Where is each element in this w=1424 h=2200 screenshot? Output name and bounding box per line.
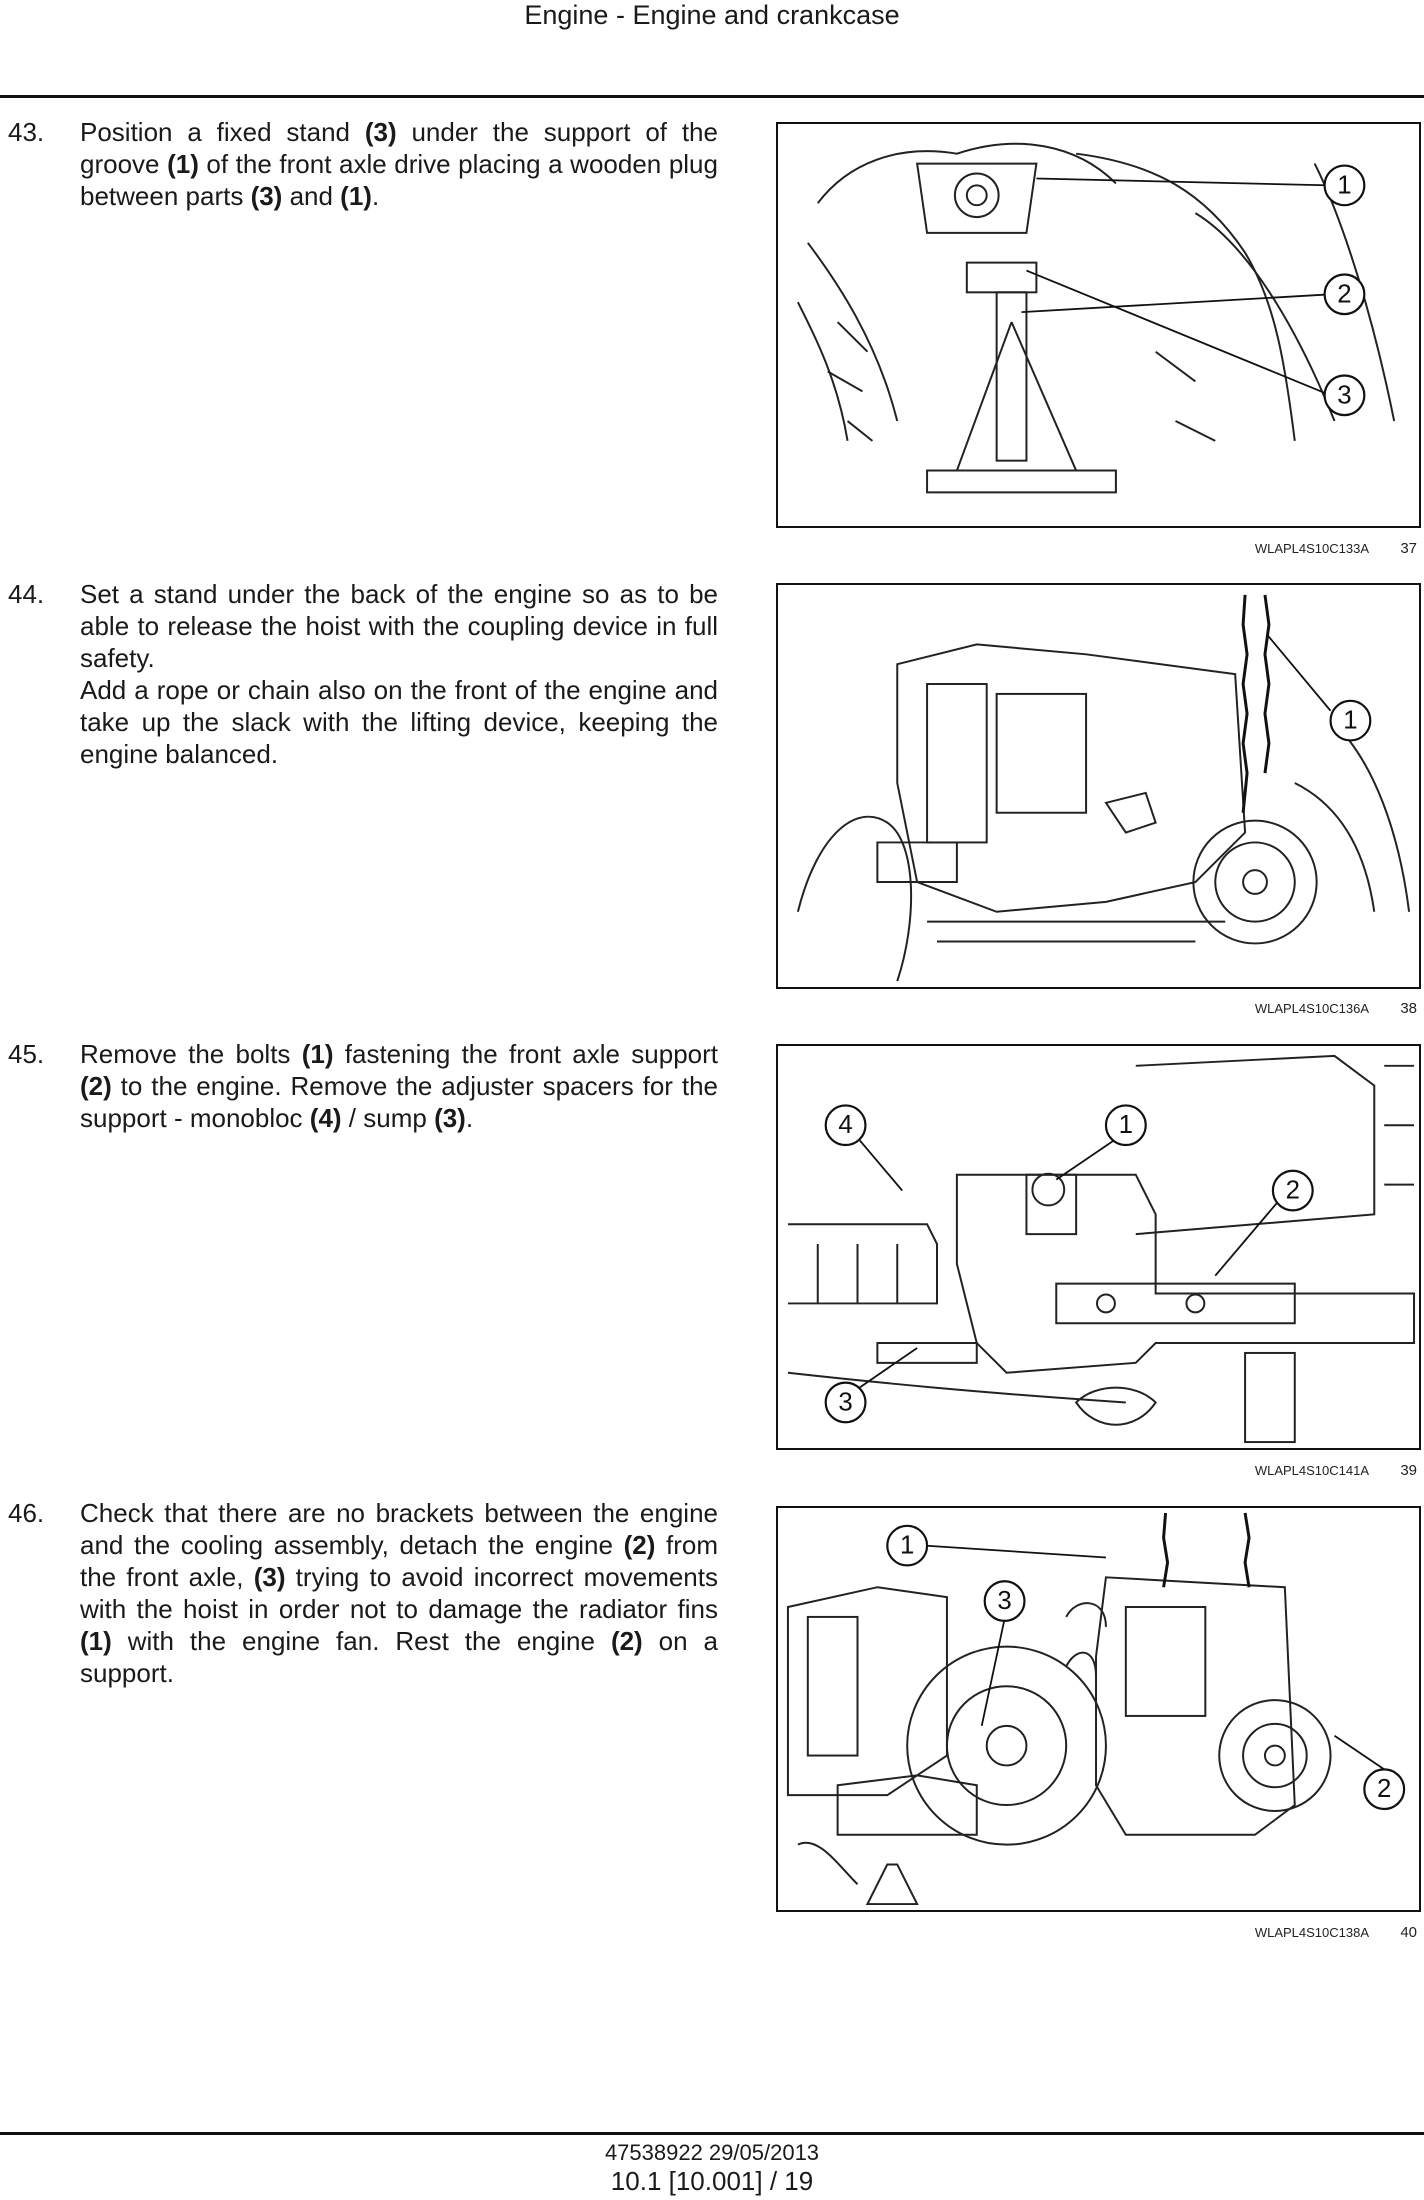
part-reference: (1) [80, 1626, 112, 1656]
figure-40-caption [776, 1925, 1421, 1941]
svg-text:1: 1 [900, 1531, 915, 1560]
step-paragraph [80, 578, 718, 674]
text-run: . [465, 1103, 474, 1133]
step-text [80, 116, 718, 212]
text-run: under the support of the groove [80, 117, 718, 179]
text-run: to the engine. Remove the adjuster spacers for the support - monobloc [80, 1071, 718, 1133]
figure-code: WLAPL4S10C141A [1254, 1463, 1369, 1478]
text-run: . [371, 181, 380, 211]
svg-text:1: 1 [1118, 1111, 1134, 1140]
part-reference: (3) [250, 181, 283, 211]
callout-1 [887, 1526, 927, 1566]
step-text [80, 1497, 718, 1689]
step-number: 45. [8, 1039, 45, 1069]
svg-text:4: 4 [838, 1111, 853, 1140]
part-reference: (4) [309, 1103, 342, 1133]
figure-code: WLAPL4S10C136A [1254, 1001, 1369, 1016]
figure-number: 40 [1400, 1924, 1417, 1941]
callout-1 [1331, 701, 1371, 741]
figure-number: 37 [1400, 540, 1417, 557]
text-run: Set a stand under the back of the engine so as to be able to release the hoist with the coupling device in full safety. [80, 579, 718, 673]
figure-40-callouts [887, 1526, 1404, 1809]
part-reference: (2) [80, 1071, 112, 1101]
text-run: Remove the bolts [80, 1039, 302, 1069]
text-run: / sump [341, 1103, 435, 1133]
text-run: Add a rope or chain also on the front of the engine and take up the slack with the lifting device, keeping the engine balanced. [80, 675, 718, 769]
svg-text:2: 2 [1285, 1176, 1300, 1205]
text-run: trying to avoid incorrect movements with the hoist in order not to damage the radiator fins [80, 1562, 718, 1624]
text-run: Position a fixed stand [80, 117, 365, 147]
callout-2 [1325, 275, 1365, 315]
step-43 [8, 116, 718, 212]
step-number: 44. [8, 579, 45, 609]
figure-40-engine-detached-illustration [776, 1506, 1421, 1912]
callout-2 [1273, 1171, 1313, 1211]
callout-3 [985, 1581, 1025, 1621]
svg-text:3: 3 [1337, 381, 1352, 410]
step-paragraph [80, 674, 718, 770]
step-paragraph [80, 116, 718, 212]
callout-3 [1325, 375, 1365, 415]
svg-text:3: 3 [838, 1388, 853, 1417]
text-run: fastening the front axle support [333, 1039, 718, 1069]
page-title: Engine - Engine and crankcase [524, 0, 900, 30]
svg-text:1: 1 [1343, 706, 1358, 735]
part-reference: (3) [364, 117, 397, 147]
callout-2 [1364, 1769, 1404, 1809]
figure-38-caption [776, 1001, 1421, 1017]
step-paragraph [80, 1038, 718, 1134]
figure-code: WLAPL4S10C138A [1254, 1925, 1369, 1940]
part-reference: (2) [623, 1530, 656, 1560]
figure-39-axle-support-illustration [776, 1044, 1421, 1450]
figure-38-callouts [1331, 701, 1371, 741]
text-run: and [282, 181, 341, 211]
svg-text:1: 1 [1337, 171, 1352, 200]
part-reference: (2) [610, 1626, 643, 1656]
svg-text:3: 3 [997, 1587, 1012, 1616]
part-reference: (1) [167, 149, 199, 179]
step-text [80, 578, 718, 770]
step-number: 43. [8, 117, 45, 147]
step-number: 46. [8, 1498, 45, 1528]
callout-1 [1325, 166, 1365, 206]
svg-text:2: 2 [1337, 280, 1352, 309]
callout-4 [826, 1105, 866, 1145]
text-run: from the front axle, [80, 1530, 718, 1592]
header-rule [0, 95, 1424, 98]
document-reference: 47538922 29/05/2013 [604, 2140, 820, 2165]
text-run: of the front axle drive placing a wooden plug between parts [80, 149, 718, 211]
step-paragraph [80, 1497, 718, 1689]
figure-39-caption [776, 1463, 1421, 1479]
page-reference: 10.1 [10.001] / 19 [610, 2166, 814, 2196]
text-run: with the engine fan. Rest the engine [111, 1626, 611, 1656]
figure-number: 39 [1400, 1462, 1417, 1479]
figure-37-caption [776, 541, 1421, 557]
callout-1 [1106, 1105, 1146, 1145]
figure-39-callouts [826, 1105, 1313, 1422]
figure-38-engine-chain-illustration [776, 583, 1421, 989]
figure-37-stand-illustration [776, 122, 1421, 528]
step-46 [8, 1497, 718, 1689]
figure-number: 38 [1400, 1000, 1417, 1017]
figure-37-callouts [1325, 166, 1365, 416]
svg-text:2: 2 [1377, 1775, 1392, 1804]
part-reference: (1) [301, 1039, 334, 1069]
text-run: on a support. [80, 1626, 719, 1688]
part-reference: (3) [434, 1103, 466, 1133]
step-44 [8, 578, 718, 770]
step-text [80, 1038, 718, 1134]
figure-code: WLAPL4S10C133A [1254, 541, 1369, 556]
footer-rule [0, 2132, 1424, 2135]
callout-3 [826, 1383, 866, 1423]
part-reference: (1) [340, 181, 372, 211]
part-reference: (3) [253, 1562, 286, 1592]
text-run: Check that there are no brackets between the engine and the cooling assembly, detach the engine [80, 1498, 718, 1560]
step-45 [8, 1038, 718, 1134]
